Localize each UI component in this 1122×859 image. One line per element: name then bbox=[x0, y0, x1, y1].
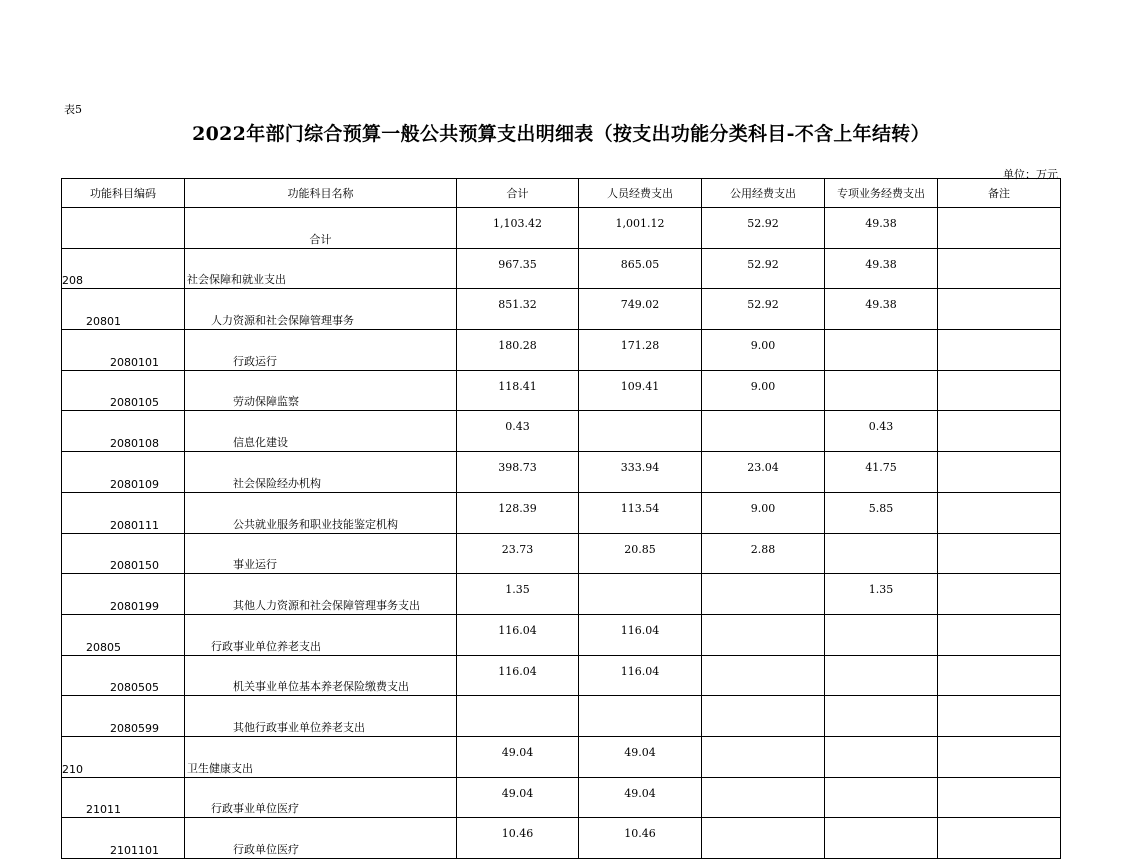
cell-note bbox=[938, 818, 1061, 859]
table-row bbox=[62, 452, 1061, 493]
cell-public: 23.04 bbox=[702, 452, 825, 493]
cell-total: 116.04 bbox=[457, 614, 579, 655]
cell-total: 398.73 bbox=[457, 452, 579, 493]
cell-public bbox=[702, 655, 825, 696]
cell-code: 2080199 bbox=[62, 574, 185, 615]
cell-special bbox=[825, 614, 938, 655]
cell-note bbox=[938, 289, 1061, 330]
cell-total: 116.04 bbox=[457, 655, 579, 696]
cell-name: 其他人力资源和社会保障管理事务支出 bbox=[185, 574, 457, 615]
cell-total: 118.41 bbox=[457, 370, 579, 411]
cell-personnel: 116.04 bbox=[579, 614, 702, 655]
cell-total: 967.35 bbox=[457, 248, 579, 289]
table-row bbox=[62, 777, 1061, 818]
cell-special: 0.43 bbox=[825, 411, 938, 452]
cell-code: 2080108 bbox=[62, 411, 185, 452]
cell-personnel: 49.04 bbox=[579, 736, 702, 777]
cell-name: 事业运行 bbox=[185, 533, 457, 574]
cell-personnel: 333.94 bbox=[579, 452, 702, 493]
cell-name: 行政事业单位医疗 bbox=[185, 777, 457, 818]
cell-note bbox=[938, 574, 1061, 615]
header-total: 合计 bbox=[457, 179, 579, 208]
table-row bbox=[62, 655, 1061, 696]
cell-code: 20805 bbox=[62, 614, 185, 655]
header-public: 公用经费支出 bbox=[702, 179, 825, 208]
cell-public: 9.00 bbox=[702, 492, 825, 533]
cell-special: 49.38 bbox=[825, 208, 938, 249]
cell-code bbox=[62, 208, 185, 249]
table-row bbox=[62, 289, 1061, 330]
cell-special bbox=[825, 696, 938, 737]
cell-note bbox=[938, 370, 1061, 411]
cell-special: 49.38 bbox=[825, 248, 938, 289]
cell-code: 2080111 bbox=[62, 492, 185, 533]
cell-personnel: 49.04 bbox=[579, 777, 702, 818]
page-title: 2022年部门综合预算一般公共预算支出明细表（按支出功能分类科目-不含上年结转） bbox=[192, 123, 930, 145]
cell-total: 180.28 bbox=[457, 330, 579, 371]
cell-special bbox=[825, 655, 938, 696]
cell-personnel: 749.02 bbox=[579, 289, 702, 330]
cell-code: 2080599 bbox=[62, 696, 185, 737]
cell-special: 49.38 bbox=[825, 289, 938, 330]
cell-code: 20801 bbox=[62, 289, 185, 330]
cell-code: 2080505 bbox=[62, 655, 185, 696]
cell-public: 52.92 bbox=[702, 289, 825, 330]
table-row bbox=[62, 533, 1061, 574]
header-note: 备注 bbox=[938, 179, 1061, 208]
cell-special bbox=[825, 330, 938, 371]
table-row bbox=[62, 614, 1061, 655]
cell-name: 公共就业服务和职业技能鉴定机构 bbox=[185, 492, 457, 533]
cell-name: 人力资源和社会保障管理事务 bbox=[185, 289, 457, 330]
total-row bbox=[62, 208, 1061, 249]
cell-public: 9.00 bbox=[702, 330, 825, 371]
unit-label: 单位：万元 bbox=[1003, 168, 1058, 181]
cell-code: 2080150 bbox=[62, 533, 185, 574]
cell-name: 机关事业单位基本养老保险缴费支出 bbox=[185, 655, 457, 696]
table-row bbox=[62, 248, 1061, 289]
cell-personnel: 109.41 bbox=[579, 370, 702, 411]
cell-special bbox=[825, 777, 938, 818]
expenditure-table bbox=[61, 178, 1061, 859]
table-row bbox=[62, 370, 1061, 411]
cell-public bbox=[702, 574, 825, 615]
header-code: 功能科目编码 bbox=[62, 179, 185, 208]
cell-personnel: 113.54 bbox=[579, 492, 702, 533]
cell-total: 1,103.42 bbox=[457, 208, 579, 249]
cell-personnel: 171.28 bbox=[579, 330, 702, 371]
cell-name: 合计 bbox=[185, 208, 457, 249]
cell-personnel: 10.46 bbox=[579, 818, 702, 859]
cell-special bbox=[825, 533, 938, 574]
cell-personnel: 116.04 bbox=[579, 655, 702, 696]
cell-name: 行政运行 bbox=[185, 330, 457, 371]
cell-note bbox=[938, 248, 1061, 289]
cell-special bbox=[825, 818, 938, 859]
cell-personnel bbox=[579, 411, 702, 452]
table-row bbox=[62, 574, 1061, 615]
cell-total: 10.46 bbox=[457, 818, 579, 859]
cell-note bbox=[938, 330, 1061, 371]
cell-public bbox=[702, 696, 825, 737]
cell-public bbox=[702, 736, 825, 777]
cell-personnel bbox=[579, 696, 702, 737]
cell-personnel: 1,001.12 bbox=[579, 208, 702, 249]
cell-code: 2080101 bbox=[62, 330, 185, 371]
cell-code: 208 bbox=[62, 248, 185, 289]
cell-note bbox=[938, 492, 1061, 533]
header-row bbox=[62, 179, 1061, 208]
cell-public: 9.00 bbox=[702, 370, 825, 411]
cell-public: 52.92 bbox=[702, 208, 825, 249]
cell-personnel: 865.05 bbox=[579, 248, 702, 289]
cell-total: 1.35 bbox=[457, 574, 579, 615]
header-name: 功能科目名称 bbox=[185, 179, 457, 208]
cell-total: 23.73 bbox=[457, 533, 579, 574]
cell-code: 210 bbox=[62, 736, 185, 777]
cell-code: 2080109 bbox=[62, 452, 185, 493]
cell-total bbox=[457, 696, 579, 737]
cell-note bbox=[938, 452, 1061, 493]
cell-special bbox=[825, 736, 938, 777]
cell-public bbox=[702, 818, 825, 859]
cell-special: 5.85 bbox=[825, 492, 938, 533]
cell-public bbox=[702, 411, 825, 452]
cell-public bbox=[702, 777, 825, 818]
cell-note bbox=[938, 696, 1061, 737]
cell-personnel: 20.85 bbox=[579, 533, 702, 574]
cell-code: 2101101 bbox=[62, 818, 185, 859]
cell-total: 49.04 bbox=[457, 736, 579, 777]
cell-total: 0.43 bbox=[457, 411, 579, 452]
cell-total: 128.39 bbox=[457, 492, 579, 533]
table-row bbox=[62, 411, 1061, 452]
cell-note bbox=[938, 655, 1061, 696]
cell-code: 21011 bbox=[62, 777, 185, 818]
cell-special: 41.75 bbox=[825, 452, 938, 493]
table-number: 表5 bbox=[64, 103, 82, 116]
cell-name: 社会保险经办机构 bbox=[185, 452, 457, 493]
cell-name: 社会保障和就业支出 bbox=[185, 248, 457, 289]
cell-public bbox=[702, 614, 825, 655]
table-row bbox=[62, 818, 1061, 859]
table-row bbox=[62, 736, 1061, 777]
cell-total: 49.04 bbox=[457, 777, 579, 818]
cell-note bbox=[938, 614, 1061, 655]
table-row bbox=[62, 330, 1061, 371]
cell-special: 1.35 bbox=[825, 574, 938, 615]
cell-personnel bbox=[579, 574, 702, 615]
cell-note bbox=[938, 777, 1061, 818]
header-special: 专项业务经费支出 bbox=[825, 179, 938, 208]
header-personnel: 人员经费支出 bbox=[579, 179, 702, 208]
cell-name: 信息化建设 bbox=[185, 411, 457, 452]
table-row bbox=[62, 492, 1061, 533]
cell-public: 52.92 bbox=[702, 248, 825, 289]
table-row bbox=[62, 696, 1061, 737]
cell-special bbox=[825, 370, 938, 411]
cell-note bbox=[938, 411, 1061, 452]
cell-note bbox=[938, 533, 1061, 574]
cell-name: 卫生健康支出 bbox=[185, 736, 457, 777]
cell-total: 851.32 bbox=[457, 289, 579, 330]
cell-note bbox=[938, 208, 1061, 249]
cell-public: 2.88 bbox=[702, 533, 825, 574]
cell-note bbox=[938, 736, 1061, 777]
cell-code: 2080105 bbox=[62, 370, 185, 411]
cell-name: 行政单位医疗 bbox=[185, 818, 457, 859]
cell-name: 劳动保障监察 bbox=[185, 370, 457, 411]
cell-name: 其他行政事业单位养老支出 bbox=[185, 696, 457, 737]
cell-name: 行政事业单位养老支出 bbox=[185, 614, 457, 655]
